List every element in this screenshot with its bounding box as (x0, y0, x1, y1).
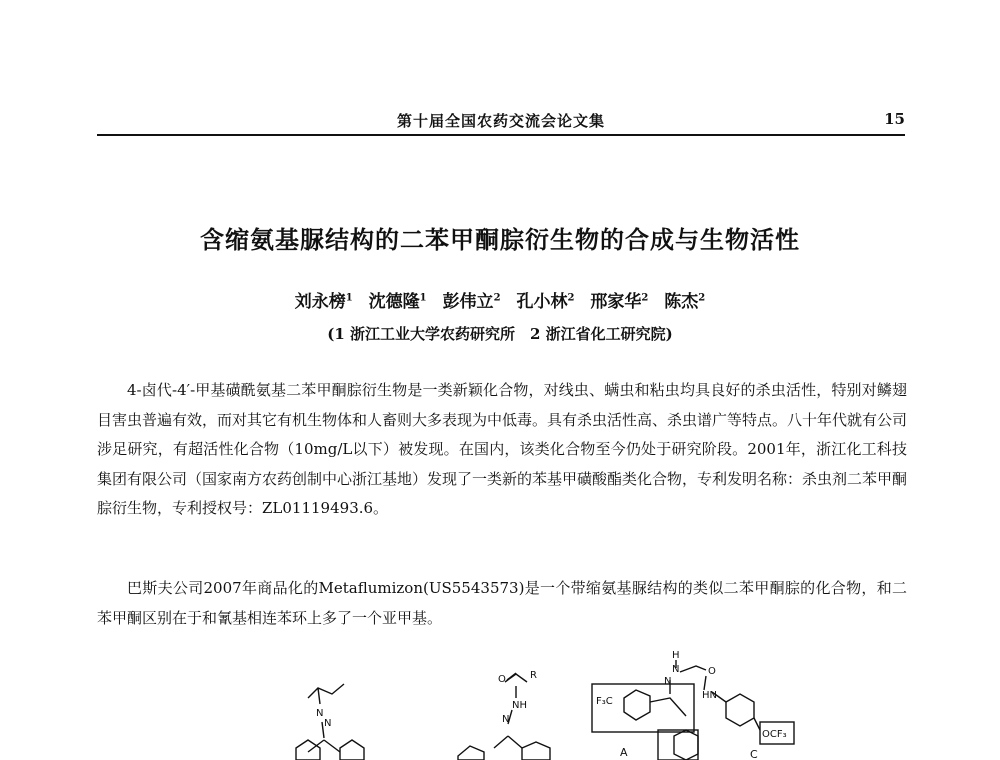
atom-label-nh: NH (512, 700, 527, 711)
affiliation: (1 浙江工业大学农药研究所 2 浙江省化工研究院) (327, 325, 673, 343)
ring-label-c: C (750, 748, 758, 760)
atom-label-o: O (708, 666, 716, 677)
atom-label-hn: HN (702, 690, 717, 701)
body-paragraph: 4-卤代-4′-甲基磺酰氨基二苯甲酮腙衍生物是一类新颖化合物，对线虫、螨虫和粘虫均具良好的杀虫活性，特别对鳞翅目害虫普遍有效，而对其它有机生物体和人畜则大多表现为中低毒。具有杀虫活性高、杀虫谱广等特点。八十年代就有公司涉足研究，有超活性化合物（10mg/L以下）被发现。在国内，该类化合物至今仍处于研究阶段。2001年，浙江化工科技集团有限公司（国家南方农药创制中心浙江基地）发现了一类新的苯基甲磺酸酯类化合物，专利发明名称：杀虫剂二苯甲酮腙衍生物，专利授权号：ZL01119493.6。 (97, 381, 908, 517)
author: 沈德隆$^1$ (368, 292, 427, 312)
atom-label-n: N (672, 664, 680, 675)
running-header (97, 108, 905, 136)
atom-label-h: H (672, 650, 680, 661)
ring-label-a: A (620, 746, 628, 759)
page-number: 15 (884, 110, 905, 128)
author-list (100, 287, 900, 312)
atom-label-o: O (498, 674, 506, 685)
structure-metaflumizone (592, 660, 794, 760)
author: 陈杰$^2$ (664, 292, 706, 312)
atom-label-ocf3: OCF₃ (762, 729, 787, 740)
author: 邢家华$^2$ (590, 292, 649, 312)
body-paragraph: 巴斯夫公司2007年商品化的Metaflumizon(US5543573)是一个带缩氨基脲结构的类似二苯甲酮腙的化合物，和二苯甲酮区别在于和氰基相连苯环上多了一个亚甲基。 (97, 579, 907, 627)
atom-label-f3c: F₃C (596, 696, 613, 707)
atom-label-n: N (502, 714, 510, 725)
author: 彭伟立$^2$ (442, 292, 501, 312)
paper-title: 含缩氨基脲结构的二苯甲酮腙衍生物的合成与生物活性 (200, 226, 800, 254)
atom-label-r: R (530, 670, 537, 681)
author: 孔小林$^2$ (516, 292, 575, 312)
atom-label-n: N (316, 708, 324, 719)
author: 刘永榜$^1$ (294, 292, 353, 312)
chemical-structures-figure (240, 640, 800, 760)
atom-label-n: N (664, 676, 672, 687)
atom-label-n: N (324, 718, 332, 729)
running-title: 第十届全国农药交流会论文集 (396, 112, 605, 130)
